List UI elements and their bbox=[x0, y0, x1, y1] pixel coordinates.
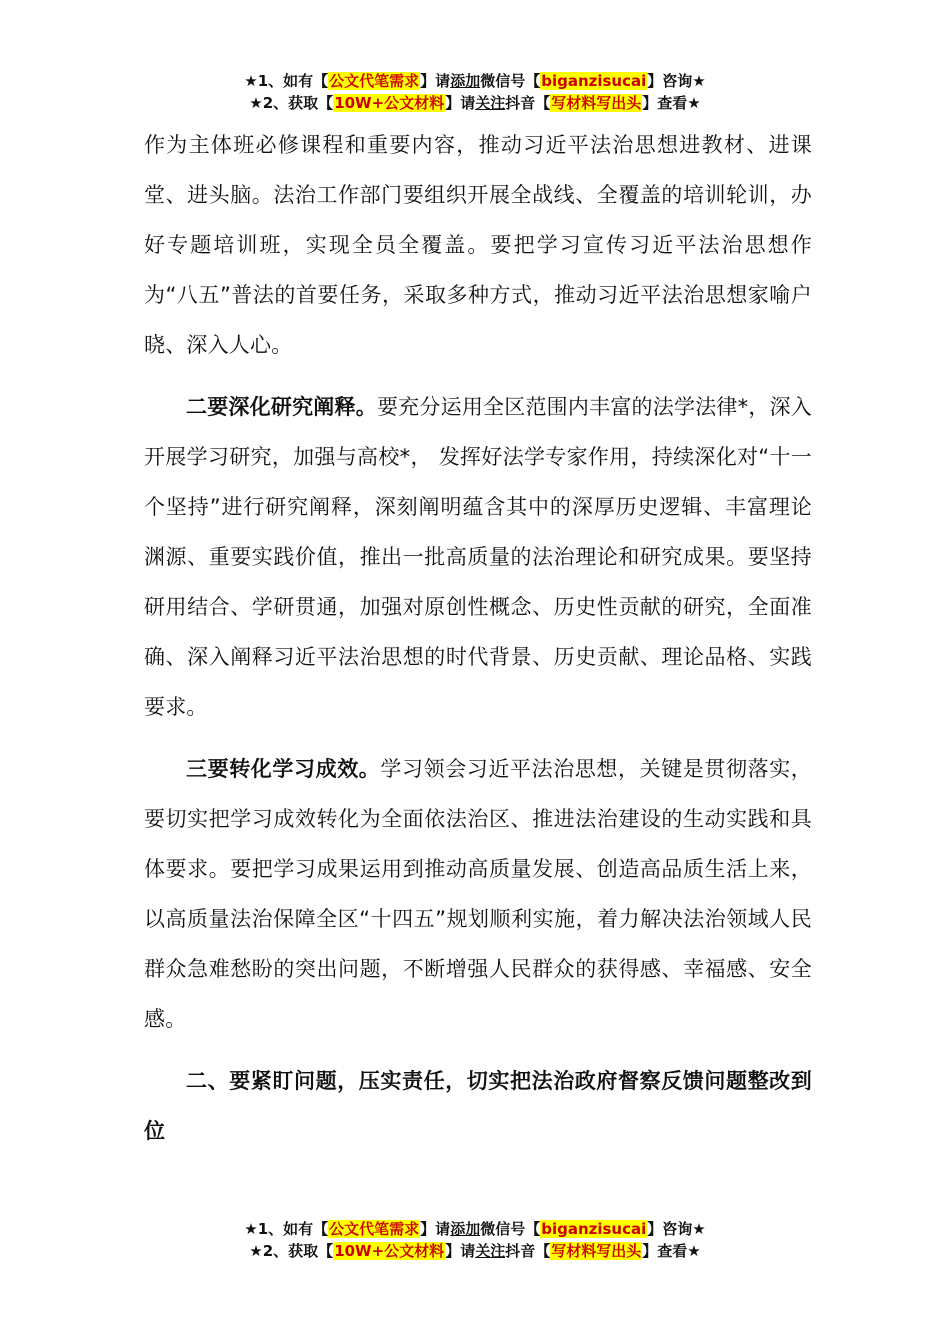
banner-line-1: ★1、如有【公文代笔需求】请添加微信号【biganzisucai】咨询★ bbox=[244, 1220, 706, 1238]
highlight-douyin: 写材料写出头 bbox=[551, 94, 642, 112]
paragraph-continued: 作为主体班必修课程和重要内容，推动习近平法治思想进教材、进课堂、进头脑。法治工作部门要组织开展全战线、全覆盖的培训轮训，办好专题培训班，实现全员全覆盖。要把学习宣传习近平法治思想作为“八五”普法的首要任务，采取多种方式，推动习近平法治思想家喻户晓、深入人心。 bbox=[144, 133, 812, 357]
paragraph-lead: 二要深化研究阐释。 bbox=[186, 395, 377, 419]
underline-follow: 关注 bbox=[475, 94, 506, 112]
highlight-service: 公文代笔需求 bbox=[329, 72, 420, 90]
underline-follow: 关注 bbox=[475, 1242, 506, 1260]
banner-line-2: ★2、获取【10W+公文材料】请关注抖音【写材料写出头】查看★ bbox=[249, 1242, 701, 1260]
highlight-wechat-id: biganzisucai bbox=[541, 1220, 647, 1238]
footer-banner bbox=[0, 1218, 950, 1262]
banner-line-1: ★1、如有【公文代笔需求】请添加微信号【biganzisucai】咨询★ bbox=[244, 72, 706, 90]
document-body bbox=[144, 120, 812, 1156]
underline-add: 添加 bbox=[450, 72, 481, 90]
paragraph-research: 二要深化研究阐释。要充分运用全区范围内丰富的法学法律*，深入开展学习研究，加强与高校*， 发挥好法学专家作用，持续深化对“十一个坚持”进行研究阐释，深刻阐明蕴含其中的深厚历史逻辑、丰富理论渊源、重要实践价值，推出一批高质量的法治理论和研究成果。要坚持研用结合、学研贯通，加强对原创性概念、历史性贡献的研究，全面准确、深入阐释习近平法治思想的时代背景、历史贡献、理论品格、实践要求。 bbox=[144, 395, 812, 719]
highlight-wechat-id: biganzisucai bbox=[541, 72, 647, 90]
banner-line-2: ★2、获取【10W+公文材料】请关注抖音【写材料写出头】查看★ bbox=[249, 94, 701, 112]
underline-add: 添加 bbox=[450, 1220, 481, 1238]
paragraph-transform: 三要转化学习成效。学习领会习近平法治思想，关键是贯彻落实，要切实把学习成效转化为全面依法治区、推进法治建设的生动实践和具体要求。要把学习成果运用到推动高质量发展、创造高品质生活上来，以高质量法治保障全区“十四五”规划顺利实施，着力解决法治领域人民群众急难愁盼的突出问题，不断增强人民群众的获得感、幸福感、安全感。 bbox=[144, 757, 812, 1031]
highlight-materials: 10W+公文材料 bbox=[334, 1242, 445, 1260]
highlight-douyin: 写材料写出头 bbox=[551, 1242, 642, 1260]
highlight-service: 公文代笔需求 bbox=[329, 1220, 420, 1238]
section-heading: 二、要紧盯问题，压实责任，切实把法治政府督察反馈问题整改到位 bbox=[144, 1069, 812, 1143]
highlight-materials: 10W+公文材料 bbox=[334, 94, 445, 112]
header-banner bbox=[0, 70, 950, 114]
paragraph-lead: 三要转化学习成效。 bbox=[186, 757, 381, 781]
